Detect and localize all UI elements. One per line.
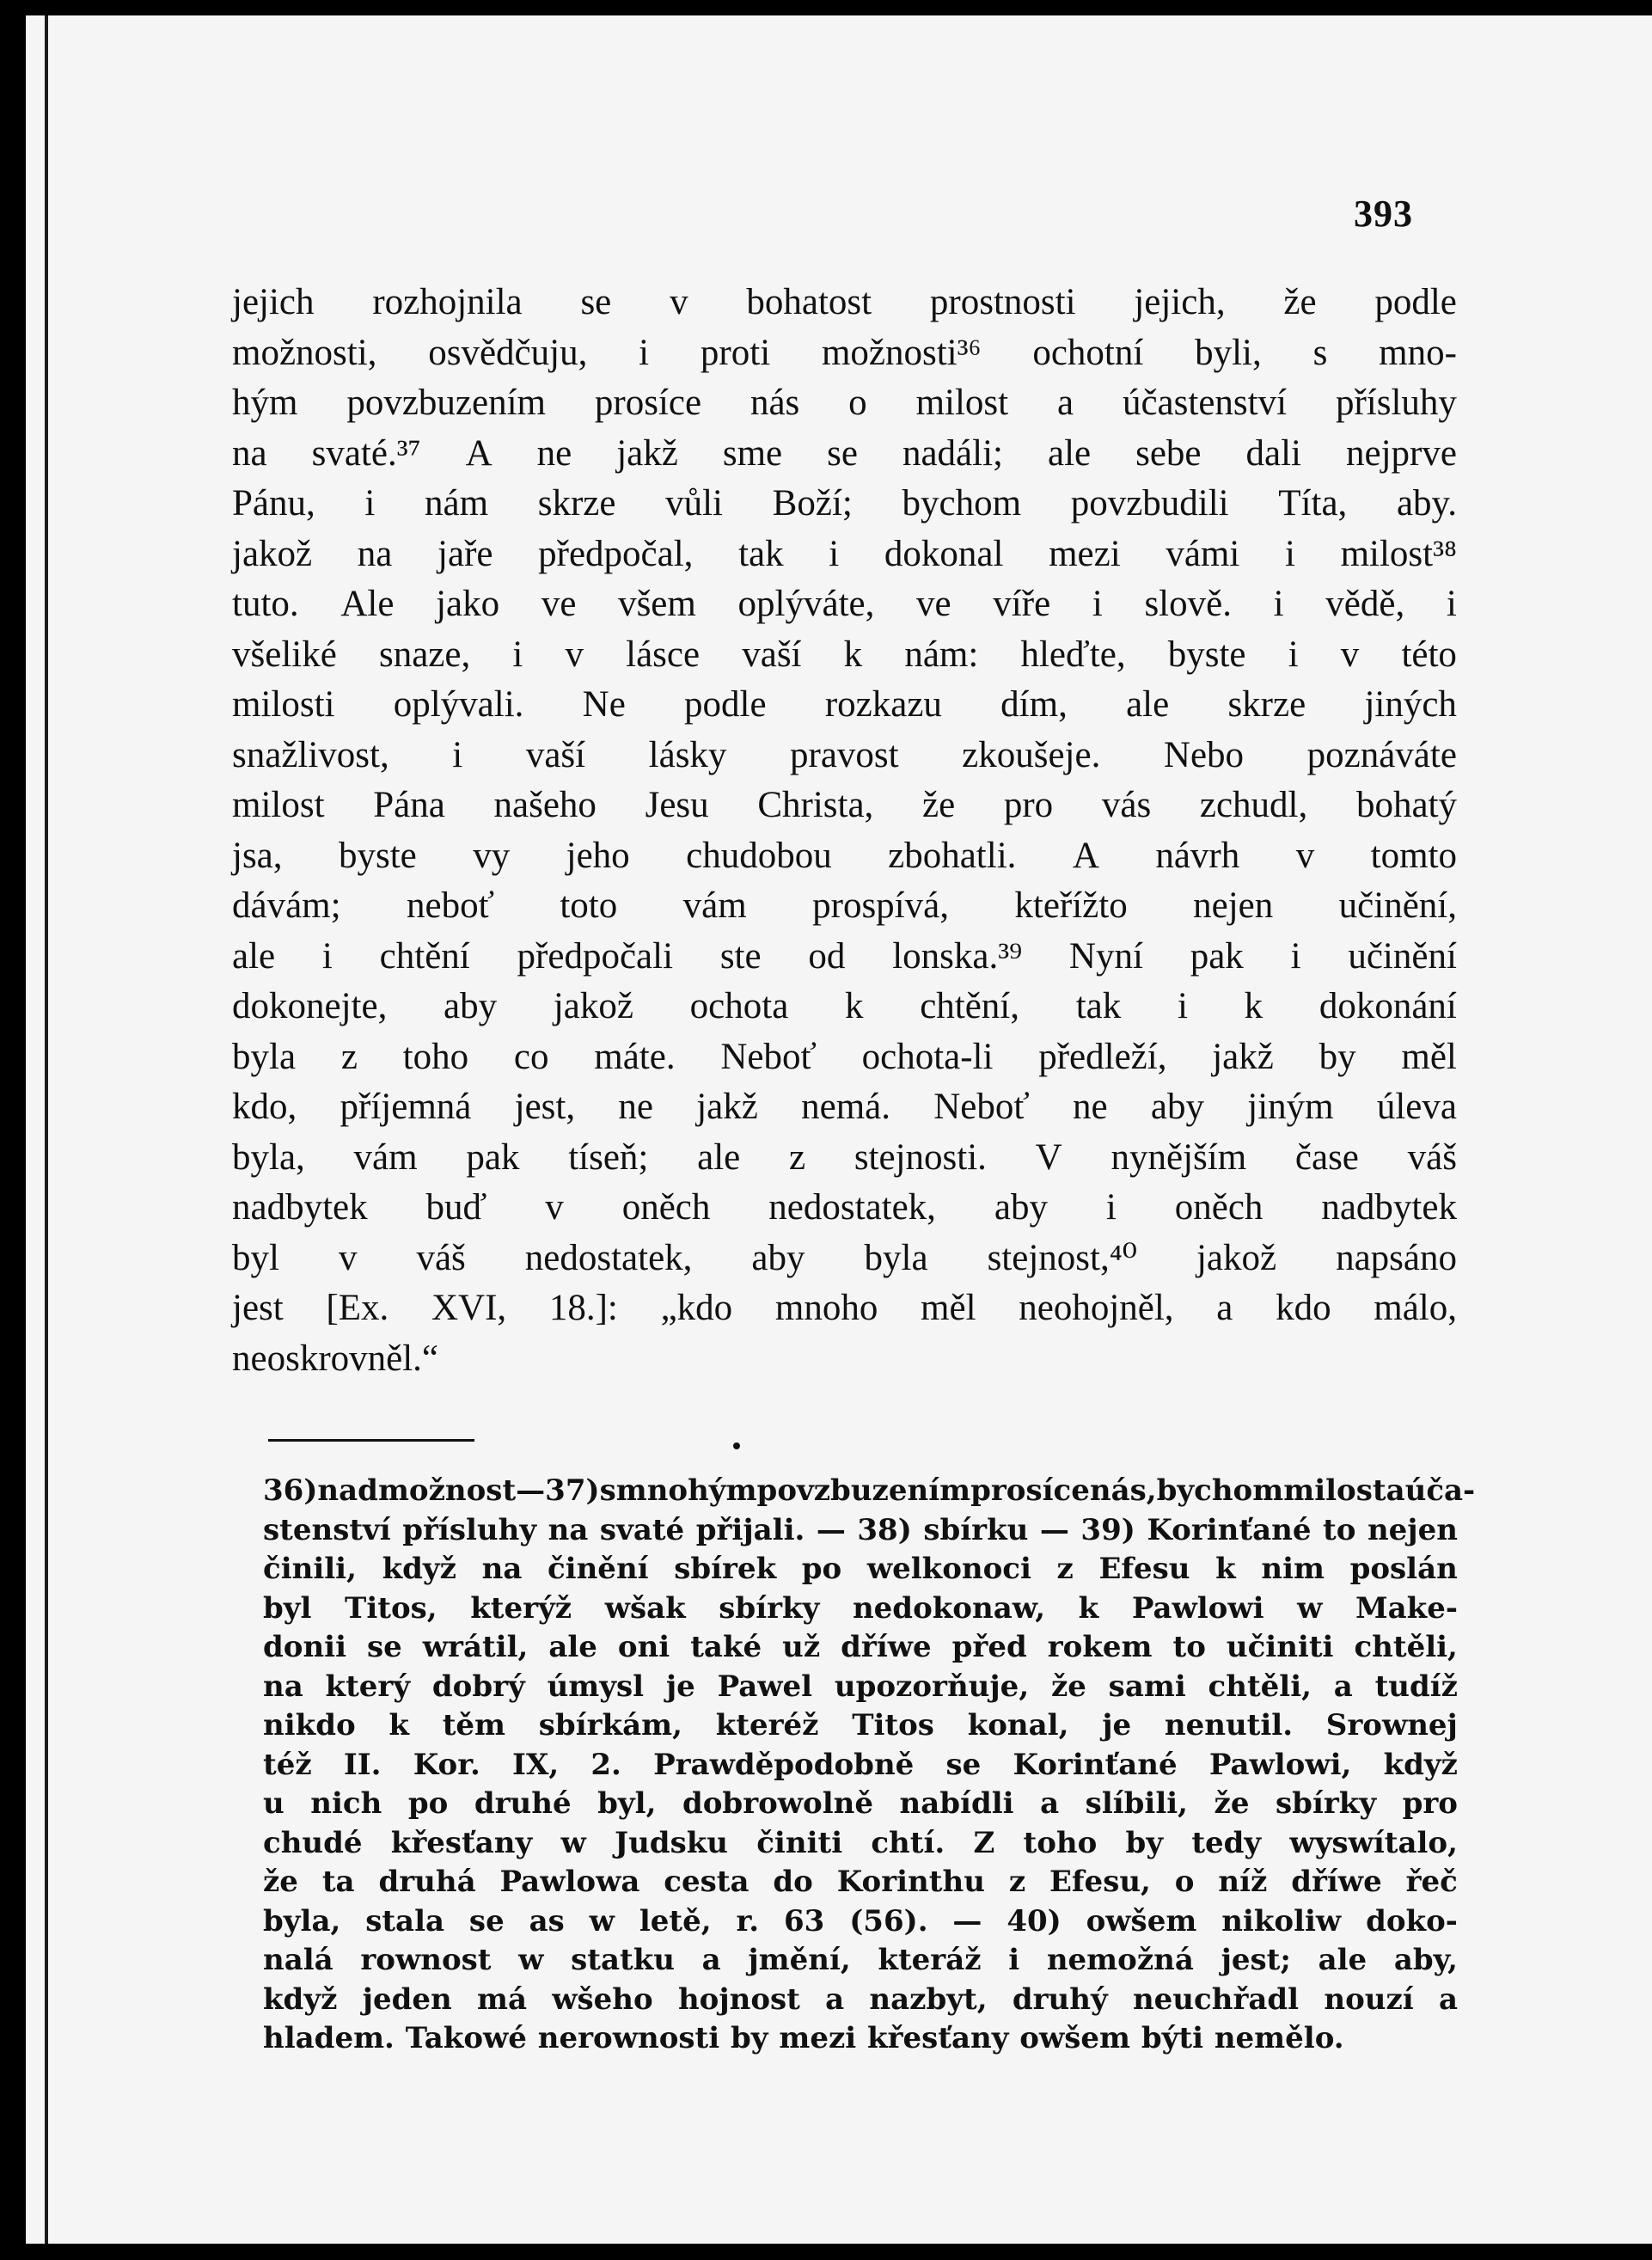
text-line: jejich rozhojnila se v bohatost prostnosti jejich, že podle (232, 282, 1457, 322)
footnote-separator (268, 1439, 474, 1442)
text-line: dokonejte, aby jakož ochota k chtění, tak i k dokonání (232, 986, 1457, 1026)
footnote-line: chudé křesťany w Judsku činiti chtí. Z toho by tedy wyswítalo, (263, 1825, 1458, 1860)
text-line: byla, vám pak tíseň; ale z stejnosti. V nynějším čase váš (232, 1136, 1457, 1178)
footnote-line: nalá rownost w statku a jmění, kteráž i nemožná jest; ale aby, (263, 1943, 1458, 1977)
text-line: hým povzbuzením prosíce nás o milost a účastenství přísluhy (232, 383, 1457, 423)
footnotes-block (263, 1472, 1476, 2059)
footnote-line: 36) nad možnost — 37) s mnohým povzbuzením prosíce nás, bychom milost a úča- (263, 1473, 1476, 1508)
text-line: jsa, byste vy jeho chudobou zbohatli. A návrh v tomto (232, 835, 1457, 876)
text-line: nadbytek buď v oněch nedostatek, aby i oněch nadbytek (232, 1187, 1457, 1228)
footnote-line: donii se wrátil, ale oni také už dříwe před rokem to učiniti chtěli, (263, 1630, 1458, 1664)
text-line: milost Pána našeho Jesu Christa, že pro vás zchudl, bohatý (232, 785, 1457, 825)
text-line: tuto. Ale jako ve všem oplýváte, ve víře i slově. i vědě, i (232, 584, 1457, 624)
footnote-line: byla, stala se as w letě, r. 63 (56). — 40) owšem nikoliw doko- (263, 1903, 1458, 1938)
text-line: všeliké snaze, i v lásce vaší k nám: hleďte, byste i v této (232, 634, 1457, 675)
text-line: byl v váš nedostatek, aby byla stejnost,⁴⁰ jakož napsáno (232, 1237, 1457, 1278)
footnote-line: nikdo k těm sbírkám, kteréž Titos konal, je nenutil. Srownej (263, 1708, 1458, 1742)
footnote-line: že ta druhá Pawlowa cesta do Korinthu z Efesu, o níž dříwe řeč (263, 1865, 1458, 1899)
text-line: jest [Ex. XVI, 18.]: „kdo mnoho měl neohojněl, a kdo málo, (232, 1288, 1457, 1328)
page-number: 393 (1354, 193, 1413, 235)
footnote-line: též II. Kor. IX, 2. Prawděpodobně se Korinťané Pawlowi, když (263, 1747, 1458, 1782)
text-line: na svaté.³⁷ A ne jakž sme se nadáli; ale sebe dali nejprve (232, 432, 1457, 474)
text-line: kdo, příjemná jest, ne jakž nemá. Neboť ne aby jiným úleva (232, 1087, 1457, 1127)
footnote-line: hladem. Takowé nerownosti by mezi křesťany owšem býti nemělo. (263, 2021, 1344, 2055)
text-line: možnosti, osvědčuju, i proti možnosti³⁶ ochotní byli, s mno- (232, 332, 1457, 373)
text-line: Pánu, i nám skrze vůli Boží; bychom povzbudili Títa, aby. (232, 483, 1457, 524)
ink-dot (733, 1442, 740, 1449)
binding-edge (45, 15, 48, 2244)
footnote-line: když jeden má wšeho hojnost a nazbyt, druhý neuchřadl nouzí a (263, 1981, 1458, 2017)
text-line: neoskrovněl.“ (232, 1338, 439, 1379)
text-line: byla z toho co máte. Neboť ochota-li předleží, jakž by měl (232, 1036, 1457, 1077)
footnote-line: na který dobrý úmysl je Pawel upozorňuje, že sami chtěli, a tudíž (263, 1669, 1458, 1704)
page-sheet (26, 15, 1652, 2244)
text-line: dávám; neboť toto vám prospívá, kteřížto nejen učinění, (232, 885, 1457, 926)
text-line: milosti oplývali. Ne podle rozkazu dím, ale skrze jiných (232, 684, 1457, 725)
text-line: ale i chtění předpočali ste od lonska.³⁹ Nyní pak i učinění (232, 935, 1457, 977)
footnote-line: byl Titos, kterýž wšak sbírky nedokonaw, k Pawlowi w Make- (263, 1590, 1458, 1626)
footnote-line: u nich po druhé byl, dobrowolně nabídli a slíbili, že sbírky pro (263, 1786, 1458, 1821)
main-text-block (232, 278, 1457, 1384)
text-line: jakož na jaře předpočal, tak i dokonal mezi vámi i milost³⁸ (232, 533, 1457, 574)
footnote-line: činili, když na činění sbírek po welkonoci z Efesu k nim poslán (263, 1552, 1458, 1586)
text-line: snažlivost, i vaší lásky pravost zkoušeje. Nebo poznáváte (232, 734, 1457, 775)
footnote-line: stenství přísluhy na svaté přijali. — 38) sbírku — 39) Korinťané to nejen (263, 1512, 1458, 1547)
